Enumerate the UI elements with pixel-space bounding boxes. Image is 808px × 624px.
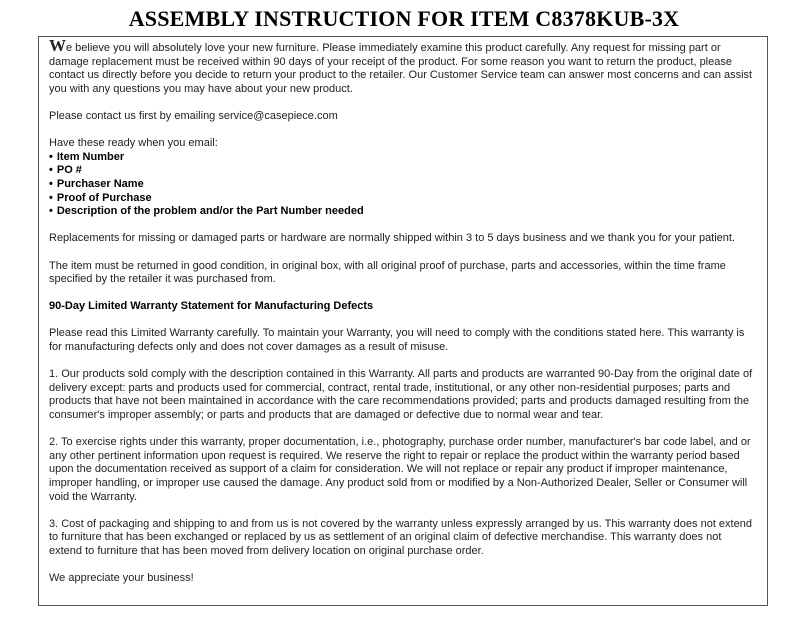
ready-list [49,151,757,219]
intro-dropcap: W [49,36,66,55]
replacements-paragraph: Replacements for missing or damaged parts or hardware are normally shipped within 3 to 5 days business and we thank you for your patient. [49,232,736,245]
warranty-clause-2: 2. To exercise rights under this warranty, proper documentation, i.e., photography, purchase order number, manufacturer's bar code label, and or any other pertinent information upon request is required. We reserve the right to repair or replace the product within the warranty period based upon the documentation received as support of a claim for consideration. We will not replace or repair any product if improper maintenance, improper handling, or improper use caused the damage. Any product sold from or modified by a Non-Authorized Dealer, Seller or Consumer will void the Warranty. [49,436,751,503]
intro-text: e believe you will absolutely love your new furniture. Please immediately examine this product carefully. Any request for missing part or damage replacement must be received within 90 days of your receipt of the product. For some reason you want to return the product, please contact us directly before you decide to return your product to the retailer. Our Customer Service team can answer most concerns and can assist you with any questions you may have about your new product. [49,42,753,95]
contact-paragraph: Please contact us first by emailing service@casepiece.com [49,109,338,122]
warranty-heading: 90-Day Limited Warranty Statement for Manufacturing Defects [49,300,374,313]
closing-paragraph: We appreciate your business! [49,572,194,585]
ready-item-purchaser-name: • Purchaser Name [49,178,757,192]
warranty-clause-3: 3. Cost of packaging and shipping to and from us is not covered by the warranty unless expressly arranged by us. This warranty does not extend to furniture that has been exchanged or replaced by us as settlement of an original claim of defective merchandise. This warranty does not extend to furniture that has been moved from delivery location on original purchase order. [49,517,752,557]
warranty-clause-1: 1. Our products sold comply with the description contained in this Warranty. All parts and products are warranted 90-Day from the original date of delivery except: parts and products used for commercial, contract, rental trade, institutional, or any other non-residential purposes; parts and products that have not been maintained in accordance with the care recommendations provided; parts and products damaged resulting from the consumer's improper assembly; or parts and products that are damaged or defective due to normal wear and tear. [49,368,753,422]
ready-heading: Have these ready when you email: [49,137,218,150]
ready-item-proof-of-purchase: • Proof of Purchase [49,192,757,206]
instruction-frame [38,36,768,606]
intro-paragraph [49,36,757,96]
ready-item-description: • Description of the problem and/or the Part Number needed [49,205,757,219]
warranty-intro-paragraph: Please read this Limited Warranty carefully. To maintain your Warranty, you will need to comply with the conditions stated here. This warranty is for manufacturing defects only and does not cover damages as a result of misuse. [49,327,745,354]
document-title: ASSEMBLY INSTRUCTION FOR ITEM C8378KUB-3X [128,6,680,31]
return-condition-paragraph: The item must be returned in good condition, in original box, with all original proof of purchase, parts and accessories, within the time frame specified by the retailer it was purchased from. [49,259,726,286]
ready-item-item-number: • Item Number [49,151,757,165]
ready-item-po: • PO # [49,164,757,178]
